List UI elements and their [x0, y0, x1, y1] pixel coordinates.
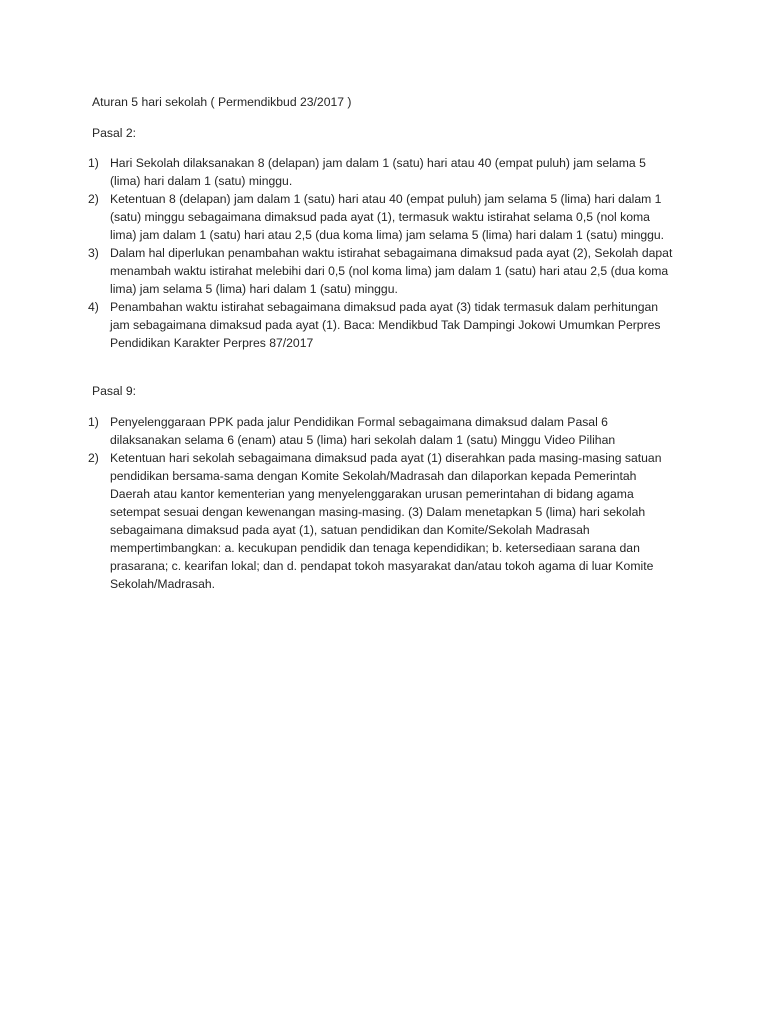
- item-number: 4): [88, 300, 99, 314]
- pasal-9-list: [88, 413, 678, 593]
- item-text: Ketentuan hari sekolah sebagaimana dimaksud pada ayat (1) diserahkan pada masing-masing satuan pendidikan bersama-sama dengan Komite Sekolah/Madrasah dan dilaporkan kepada Pemerintah Daerah atau kantor kementerian yang menyelenggarakan urusan pemerintahan di bidang agama setempat sesuai dengan kewenangan masing-masing. (3) Dalam menetapkan 5 (lima) hari sekolah sebagaimana dimaksud pada ayat (1), satuan pendidikan dan Komite/Sekolah Madrasah mempertimbangkan: a. kecukupan pendidik dan tenaga kependidikan; b. ketersediaan sarana dan prasarana; c. kearifan lokal; dan d. pendapat tokoh masyarakat dan/atau tokoh agama di luar Komite Sekolah/Madrasah.: [110, 451, 662, 591]
- item-number: 3): [88, 246, 99, 260]
- item-number: 2): [88, 451, 99, 465]
- item-text: Hari Sekolah dilaksanakan 8 (delapan) jam dalam 1 (satu) hari atau 40 (empat puluh) jam selama 5 (lima) hari dalam 1 (satu) minggu.: [110, 156, 646, 188]
- item-number: 1): [88, 415, 99, 429]
- item-text: Dalam hal diperlukan penambahan waktu istirahat sebagaimana dimaksud pada ayat (2), Sekolah dapat menambah waktu istirahat melebihi dari 0,5 (nol koma lima) jam dalam 1 (satu) hari atau 2,5 (dua koma lima) jam selama 5 (lima) hari dalam 1 (satu) minggu.: [110, 246, 673, 296]
- pasal-9-heading: Pasal 9:: [92, 384, 137, 398]
- list-item: [88, 413, 678, 449]
- list-item: [88, 298, 678, 352]
- list-item: [88, 190, 678, 244]
- item-text: Ketentuan 8 (delapan) jam dalam 1 (satu) hari atau 40 (empat puluh) jam selama 5 (lima) hari dalam 1 (satu) minggu sebagaimana dimaksud pada ayat (1), termasuk waktu istirahat selama 0,5 (nol koma lima) jam dalam 1 (satu) hari atau 2,5 (dua koma lima) jam selama 5 (lima) hari dalam 1 (satu) minggu.: [110, 192, 665, 242]
- item-number: 2): [88, 192, 99, 206]
- document-title: Aturan 5 hari sekolah ( Permendikbud 23/2017 ): [92, 95, 352, 109]
- item-number: 1): [88, 156, 99, 170]
- list-item: [88, 244, 678, 298]
- item-text: Penambahan waktu istirahat sebagaimana dimaksud pada ayat (3) tidak termasuk dalam perhitungan jam sebagaimana dimaksud pada ayat (1). Baca: Mendikbud Tak Dampingi Jokowi Umumkan Perpres Pendidikan Karakter Perpres 87/2017: [110, 300, 661, 350]
- list-item: [88, 154, 678, 190]
- pasal-2-list: [88, 154, 678, 352]
- pasal-2-heading: Pasal 2:: [92, 126, 137, 140]
- item-text: Penyelenggaraan PPK pada jalur Pendidikan Formal sebagaimana dimaksud dalam Pasal 6 dilaksanakan selama 6 (enam) atau 5 (lima) hari sekolah dalam 1 (satu) Minggu Video Pilihan: [110, 415, 616, 447]
- list-item: [88, 449, 678, 593]
